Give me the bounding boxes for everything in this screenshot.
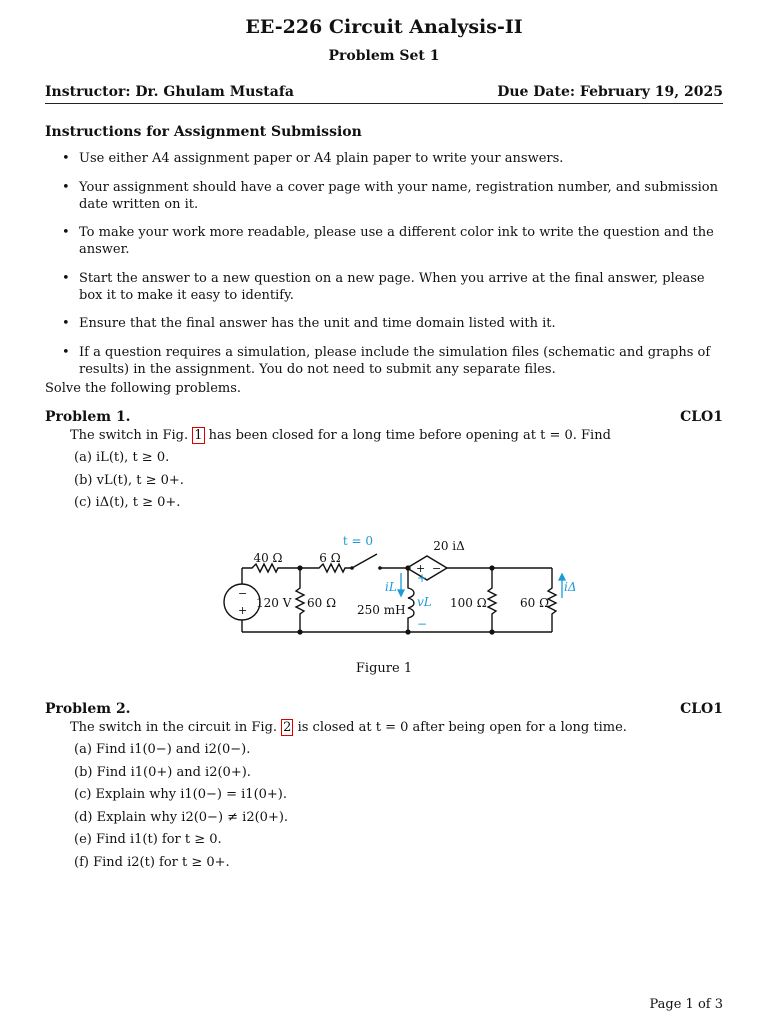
label-vL-plus: + [417,571,428,585]
problem1-parts [74,447,184,515]
problem1-statement [70,428,611,443]
label-r100: 100 Ω [450,596,487,610]
label-i-delta: iΔ [564,580,577,594]
page-number: Page 1 of 3 [649,997,723,1012]
figure1-link[interactable]: 1 [194,428,203,443]
instruction-item: • Your assignment should have a cover page with your name, registration number, and submission date written on it. [62,179,723,213]
problem2-part: (e) Find i1(t) for t ≥ 0. [74,832,222,847]
switch-contact [378,566,382,570]
problem2-parts [74,739,288,874]
label-iL: iL [385,580,397,594]
instruction-item: • To make your work more readable, please use a different color ink to write the question and the answer. [62,224,723,258]
problem1-part: (a) iL(t), t ≥ 0. [74,450,170,465]
problem1-text-after: has been closed for a long time before opening at t = 0. Find [204,428,611,443]
figure1-caption: Figure 1 [355,661,413,676]
resistor-60b [548,568,556,632]
problem2-part: (f) Find i2(t) for t ≥ 0+. [74,854,230,870]
problem2-part: (a) Find i1(0−) and i2(0−). [74,742,251,757]
problem2-clo: CLO1 [680,701,723,717]
switch-contact [350,566,354,570]
label-switch-time: t = 0 [342,534,374,548]
header-row [45,84,723,100]
problem2-text-after: is closed at t = 0 after being open for a long time. [293,720,627,735]
instructor-name: Instructor: Dr. Ghulam Mustafa [45,84,294,100]
label-vL: vL [417,595,432,609]
solve-text: Solve the following problems. [45,381,242,396]
node-dot [489,629,494,634]
wire-top-left [242,564,352,572]
label-source-plus: + [238,604,248,617]
resistor-100 [488,568,496,632]
node-dot [405,629,410,634]
problem2-part: (b) Find i1(0+) and i2(0+). [74,764,251,780]
due-date: Due Date: February 19, 2025 [497,84,723,100]
figure2-link[interactable]: 2 [283,720,292,735]
figure1-circuit-diagram [212,528,577,658]
problem2-title: Problem 2. [45,701,131,717]
label-dependent-source: 20 iΔ [433,539,465,553]
inductor-250mh [408,568,414,632]
header-divider [45,103,723,104]
resistor-60a [296,568,304,632]
node-dot [405,565,410,570]
document-title: EE-226 Circuit Analysis-II [245,16,523,38]
problem2-text-before: The switch in the circuit in Fig. [70,720,282,735]
label-source-minus: − [238,587,248,600]
instruction-item: • Start the answer to a new question on a new page. When you arrive at the final answer, please box it to make it easy to identify. [62,270,723,304]
label-inductor: 250 mH [357,603,406,617]
problem1-heading [45,409,723,425]
label-source: 120 V [256,596,292,610]
label-r6: 6 Ω [319,551,341,565]
problem1-part: (b) vL(t), t ≥ 0+. [74,472,184,488]
label-r40: 40 Ω [253,551,283,565]
instructions-list [62,150,723,389]
node-dot [297,565,302,570]
problem1-text-before: The switch in Fig. [70,428,193,443]
instructions-title: Instructions for Assignment Submission [45,124,362,140]
node-dot [297,629,302,634]
document-subtitle: Problem Set 1 [328,48,440,64]
instruction-item: • Ensure that the final answer has the unit and time domain listed with it. [62,315,723,332]
label-dep-plus: + [416,562,426,575]
problem1-part: (c) iΔ(t), t ≥ 0+. [74,495,181,510]
label-r60b: 60 Ω [520,596,550,610]
problem2-part: (c) Explain why i1(0−) = i1(0+). [74,787,288,802]
node-dot [489,565,494,570]
instruction-item: • If a question requires a simulation, please include the simulation files (schematic and graphs of results) in the assignment. You do not need to submit any separate files. [62,344,723,378]
problem1-clo: CLO1 [680,409,723,425]
instruction-item: • Use either A4 assignment paper or A4 plain paper to write your answers. [62,150,723,167]
label-dep-minus: − [432,562,442,575]
problem2-part: (d) Explain why i2(0−) ≠ i2(0+). [74,809,289,825]
problem2-statement [70,720,627,735]
problem2-heading [45,701,723,717]
problem1-title: Problem 1. [45,409,131,425]
label-r60a: 60 Ω [307,596,337,610]
switch-blade [352,554,377,568]
label-vL-minus: − [417,617,428,631]
